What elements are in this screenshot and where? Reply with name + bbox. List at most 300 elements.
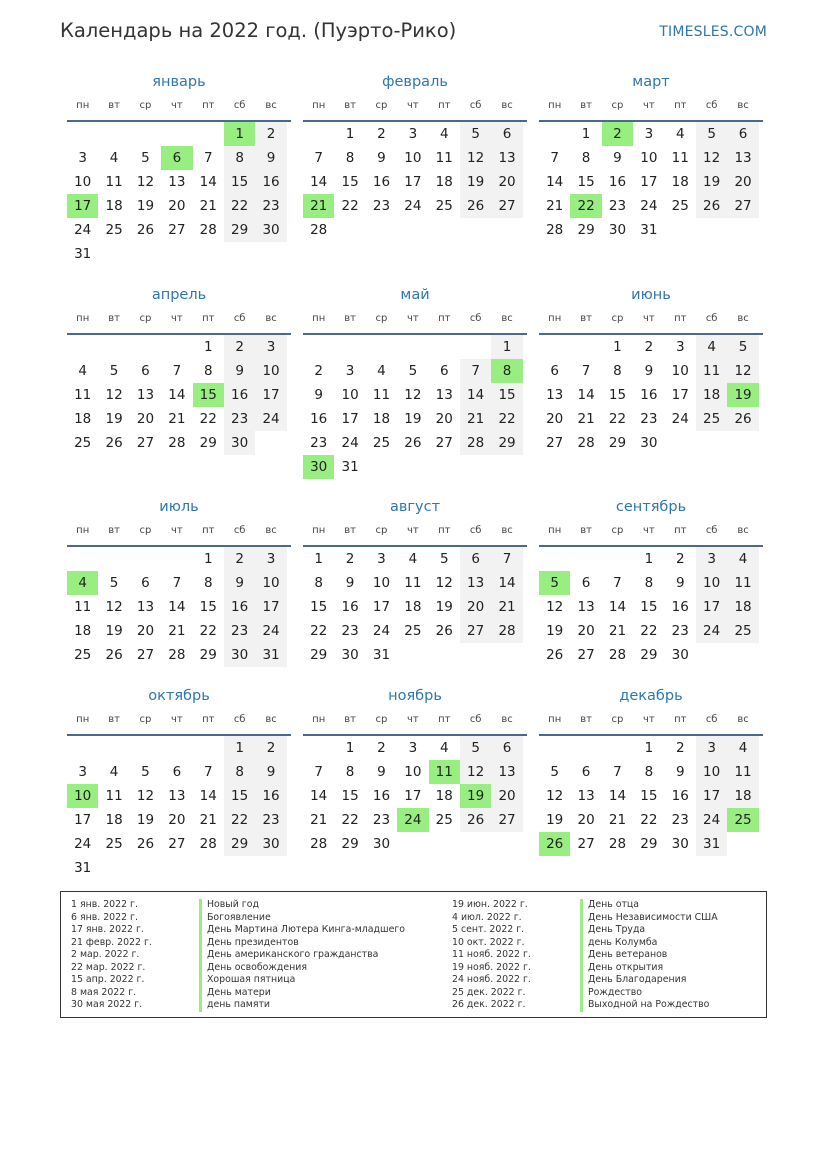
day-cell: 10 <box>255 571 286 595</box>
day-cell: 22 <box>341 812 359 828</box>
weekday-label: чт <box>171 100 183 111</box>
day-cell: 28 <box>460 431 491 455</box>
day-cell: 10 <box>404 764 422 780</box>
holiday-name: День матери <box>199 987 271 1000</box>
weekday-label: пн <box>76 714 90 725</box>
day-cell: 9 <box>224 359 255 383</box>
day-cell: 9 <box>377 764 386 780</box>
weekday-label: ср <box>611 525 624 536</box>
day-cell: 11 <box>696 359 727 383</box>
day-cell: 7 <box>460 359 491 383</box>
day-cell: 8 <box>345 764 355 780</box>
day-cell: 8 <box>644 575 654 591</box>
day-cell: 30 <box>341 647 359 663</box>
day-cell: 19 <box>435 599 453 615</box>
day-cell: 15 <box>341 174 359 190</box>
holiday-day-cell: 10 <box>67 784 98 808</box>
day-cell: 4 <box>109 150 119 166</box>
month-name: январь <box>152 74 206 90</box>
day-cell: 19 <box>546 812 564 828</box>
holiday-entry <box>452 912 718 925</box>
days-grid <box>67 736 291 880</box>
weekday-label: сб <box>233 525 246 536</box>
holiday-day-cell: 17 <box>67 194 98 218</box>
day-cell: 10 <box>404 150 422 166</box>
day-cell: 20 <box>491 784 522 808</box>
day-cell: 8 <box>203 575 213 591</box>
empty-cell <box>303 736 334 760</box>
weekday-header <box>303 94 527 122</box>
weekday-label: вт <box>344 100 356 111</box>
holiday-date: 19 июн. 2022 г. <box>452 899 528 910</box>
weekday-label: сб <box>233 714 246 725</box>
day-cell: 20 <box>577 812 595 828</box>
weekday-label: вс <box>501 714 513 725</box>
day-cell: 7 <box>314 764 323 780</box>
day-cell: 22 <box>491 407 522 431</box>
weekday-label: ср <box>139 313 152 324</box>
weekday-header <box>303 708 527 736</box>
weekday-label: вт <box>108 525 120 536</box>
day-cell: 21 <box>608 812 627 828</box>
day-cell: 24 <box>404 198 422 214</box>
day-cell: 26 <box>105 435 123 451</box>
weekday-label: пн <box>548 313 562 324</box>
empty-cell <box>98 335 129 359</box>
holiday-entry <box>71 912 405 925</box>
day-cell: 2 <box>224 335 255 359</box>
weekday-label: вс <box>501 100 513 111</box>
weekday-label: чт <box>407 525 419 536</box>
weekday-label: пн <box>76 100 90 111</box>
day-cell: 21 <box>546 198 564 214</box>
day-cell: 2 <box>314 363 323 379</box>
day-cell: 30 <box>372 836 391 852</box>
day-cell: 7 <box>491 547 522 571</box>
weekday-label: вт <box>580 525 592 536</box>
day-cell: 15 <box>310 599 328 615</box>
day-cell: 3 <box>345 363 355 379</box>
day-cell: 23 <box>255 194 286 218</box>
day-cell: 30 <box>608 222 627 238</box>
weekday-label: вс <box>265 100 277 111</box>
empty-cell <box>397 335 428 359</box>
month-12 <box>539 684 763 856</box>
day-cell: 12 <box>404 387 422 403</box>
weekday-label: сб <box>705 714 718 725</box>
day-cell: 13 <box>727 146 758 170</box>
day-cell: 25 <box>696 407 727 431</box>
days-grid <box>67 547 291 667</box>
empty-cell <box>539 122 570 146</box>
weekday-label: вт <box>580 313 592 324</box>
days-grid <box>303 335 527 479</box>
holiday-name: День Независимости США <box>580 912 718 925</box>
day-cell: 21 <box>168 623 186 639</box>
day-cell: 13 <box>491 760 522 784</box>
weekday-label: чт <box>171 714 183 725</box>
day-cell: 1 <box>613 339 622 355</box>
day-cell: 22 <box>310 623 328 639</box>
weekday-label: сб <box>233 100 246 111</box>
month-name: май <box>400 287 430 303</box>
holiday-day-cell: 4 <box>67 571 98 595</box>
day-cell: 17 <box>640 174 658 190</box>
day-cell: 27 <box>546 435 564 451</box>
day-cell: 22 <box>224 194 255 218</box>
month-name: апрель <box>151 287 207 303</box>
day-cell: 25 <box>74 435 92 451</box>
day-cell: 4 <box>109 764 119 780</box>
day-cell: 3 <box>78 764 87 780</box>
day-cell: 16 <box>640 387 658 403</box>
day-cell: 4 <box>408 551 418 567</box>
day-cell: 28 <box>199 836 217 852</box>
holiday-day-cell: 19 <box>460 784 491 808</box>
holiday-entry <box>452 924 718 937</box>
empty-cell <box>193 736 224 760</box>
weekday-label: сб <box>233 313 246 324</box>
day-cell: 4 <box>727 547 758 571</box>
day-cell: 1 <box>203 339 213 355</box>
day-cell: 18 <box>105 198 123 214</box>
day-cell: 19 <box>136 198 155 214</box>
weekday-label: пт <box>674 313 687 324</box>
day-cell: 3 <box>696 736 727 760</box>
day-cell: 23 <box>372 812 391 828</box>
day-cell: 8 <box>644 764 654 780</box>
days-grid <box>67 122 291 266</box>
weekday-label: ср <box>139 100 152 111</box>
day-cell: 2 <box>224 547 255 571</box>
day-cell: 17 <box>372 599 391 615</box>
day-cell: 7 <box>550 150 559 166</box>
day-cell: 2 <box>255 736 286 760</box>
day-cell: 11 <box>404 575 422 591</box>
day-cell: 26 <box>727 407 758 431</box>
holiday-entry <box>71 924 405 937</box>
day-cell: 12 <box>727 359 758 383</box>
day-cell: 18 <box>372 411 391 427</box>
day-cell: 13 <box>577 599 595 615</box>
weekday-label: ср <box>611 714 624 725</box>
empty-cell <box>130 335 161 359</box>
brand-logo[interactable]: TIMESLES.COM <box>659 24 767 40</box>
holiday-date: 24 нояб. 2022 г. <box>452 974 531 985</box>
day-cell: 14 <box>608 788 627 804</box>
day-cell: 19 <box>460 170 491 194</box>
weekday-header <box>539 94 763 122</box>
day-cell: 29 <box>640 647 658 663</box>
day-cell: 8 <box>581 150 591 166</box>
day-cell: 31 <box>74 246 92 262</box>
holiday-date: 15 апр. 2022 г. <box>71 974 145 985</box>
day-cell: 16 <box>372 174 391 190</box>
day-cell: 31 <box>341 459 359 475</box>
day-cell: 20 <box>546 411 564 427</box>
holiday-list <box>60 891 767 1018</box>
day-cell: 15 <box>491 383 522 407</box>
day-cell: 3 <box>78 150 87 166</box>
weekday-label: пн <box>312 525 326 536</box>
day-cell: 7 <box>613 575 622 591</box>
weekday-label: чт <box>643 525 655 536</box>
day-cell: 27 <box>136 435 155 451</box>
day-cell: 10 <box>74 174 92 190</box>
day-cell: 28 <box>310 836 328 852</box>
weekday-label: ср <box>375 100 388 111</box>
holiday-date: 8 мая 2022 г. <box>71 986 137 998</box>
day-cell: 2 <box>644 339 654 355</box>
day-cell: 30 <box>224 431 255 455</box>
day-cell: 27 <box>727 194 758 218</box>
day-cell: 1 <box>224 736 255 760</box>
day-cell: 13 <box>460 571 491 595</box>
empty-cell <box>602 547 633 571</box>
weekday-label: пт <box>674 525 687 536</box>
day-cell: 29 <box>491 431 522 455</box>
holiday-name: День освобождения <box>199 962 307 975</box>
empty-cell <box>98 736 129 760</box>
empty-cell <box>570 736 601 760</box>
weekday-label: чт <box>643 100 655 111</box>
weekday-label: пн <box>548 525 562 536</box>
day-cell: 18 <box>74 411 92 427</box>
holiday-list-right <box>452 899 718 1012</box>
day-cell: 5 <box>460 736 491 760</box>
day-cell: 2 <box>255 122 286 146</box>
holiday-date: 6 янв. 2022 г. <box>71 911 138 923</box>
day-cell: 20 <box>136 623 155 639</box>
day-cell: 3 <box>408 740 418 756</box>
day-cell: 31 <box>372 647 391 663</box>
day-cell: 23 <box>310 435 328 451</box>
weekday-label: ср <box>375 525 388 536</box>
holiday-entry <box>452 949 718 962</box>
day-cell: 8 <box>613 363 622 379</box>
holiday-day-cell: 26 <box>539 832 570 856</box>
weekday-label: ср <box>375 313 388 324</box>
holiday-name: Новый год <box>199 899 259 912</box>
weekday-label: вт <box>108 714 120 725</box>
day-cell: 14 <box>546 174 564 190</box>
day-cell: 23 <box>671 812 689 828</box>
day-cell: 31 <box>696 832 727 856</box>
weekday-label: пн <box>548 714 562 725</box>
day-cell: 3 <box>675 339 685 355</box>
weekday-label: сб <box>705 525 718 536</box>
day-cell: 6 <box>491 122 522 146</box>
weekday-header <box>67 519 291 547</box>
holiday-date: 30 мая 2022 г. <box>71 999 143 1010</box>
days-grid <box>539 736 763 856</box>
weekday-label: вт <box>344 525 356 536</box>
day-cell: 21 <box>199 812 217 828</box>
day-cell: 8 <box>314 575 323 591</box>
day-cell: 5 <box>109 575 119 591</box>
day-cell: 30 <box>640 435 658 451</box>
day-cell: 6 <box>491 736 522 760</box>
day-cell: 16 <box>372 788 391 804</box>
day-cell: 6 <box>581 575 591 591</box>
day-cell: 18 <box>105 812 123 828</box>
day-cell: 5 <box>141 764 150 780</box>
weekday-label: вс <box>265 525 277 536</box>
holiday-date: 1 янв. 2022 г. <box>71 899 138 910</box>
day-cell: 10 <box>255 359 286 383</box>
day-cell: 25 <box>404 623 422 639</box>
holiday-day-cell: 25 <box>727 808 758 832</box>
month-name: март <box>632 74 670 90</box>
day-cell: 29 <box>310 647 328 663</box>
day-cell: 22 <box>224 808 255 832</box>
holiday-entry <box>71 937 405 950</box>
holiday-entry <box>71 949 405 962</box>
day-cell: 18 <box>727 595 758 619</box>
day-cell: 3 <box>377 551 386 567</box>
day-cell: 27 <box>577 647 595 663</box>
weekday-label: пт <box>438 313 451 324</box>
day-cell: 28 <box>577 435 595 451</box>
day-cell: 17 <box>696 595 727 619</box>
holiday-date: 4 июл. 2022 г. <box>452 911 522 923</box>
month-6 <box>539 283 763 455</box>
day-cell: 31 <box>74 860 92 876</box>
weekday-label: сб <box>705 313 718 324</box>
day-cell: 12 <box>105 599 123 615</box>
day-cell: 28 <box>491 619 522 643</box>
day-cell: 15 <box>608 387 627 403</box>
day-cell: 17 <box>696 784 727 808</box>
month-4 <box>67 283 291 455</box>
empty-cell <box>334 335 365 359</box>
day-cell: 5 <box>439 551 449 567</box>
day-cell: 14 <box>168 599 186 615</box>
day-cell: 16 <box>255 170 286 194</box>
empty-cell <box>570 547 601 571</box>
day-cell: 12 <box>460 146 491 170</box>
day-cell: 16 <box>671 599 689 615</box>
day-cell: 27 <box>136 647 155 663</box>
day-cell: 24 <box>255 407 286 431</box>
day-cell: 10 <box>671 363 689 379</box>
empty-cell <box>602 736 633 760</box>
day-cell: 12 <box>546 788 564 804</box>
day-cell: 5 <box>109 363 119 379</box>
day-cell: 10 <box>341 387 359 403</box>
empty-cell <box>67 547 98 571</box>
months-grid <box>67 70 763 880</box>
day-cell: 21 <box>460 407 491 431</box>
day-cell: 22 <box>640 623 658 639</box>
weekday-label: вт <box>344 313 356 324</box>
holiday-name: Выходной на Рождество <box>580 999 709 1012</box>
holiday-date: 25 дек. 2022 г. <box>452 986 526 998</box>
day-cell: 2 <box>345 551 355 567</box>
day-cell: 24 <box>696 619 727 643</box>
weekday-label: вс <box>265 313 277 324</box>
holiday-name: день Колумба <box>580 937 657 950</box>
day-cell: 4 <box>78 363 87 379</box>
holiday-entry <box>71 899 405 912</box>
holiday-name: день памяти <box>199 999 270 1012</box>
day-cell: 20 <box>727 170 758 194</box>
day-cell: 29 <box>199 647 217 663</box>
days-grid <box>303 122 527 242</box>
holiday-date: 26 дек. 2022 г. <box>452 999 526 1010</box>
day-cell: 2 <box>675 740 685 756</box>
day-cell: 28 <box>608 647 627 663</box>
day-cell: 5 <box>727 335 758 359</box>
month-11 <box>303 684 527 856</box>
weekday-label: ср <box>611 313 624 324</box>
day-cell: 25 <box>105 836 123 852</box>
holiday-day-cell: 2 <box>602 122 633 146</box>
day-cell: 4 <box>377 363 386 379</box>
day-cell: 8 <box>203 363 213 379</box>
day-cell: 20 <box>460 595 491 619</box>
day-cell: 10 <box>372 575 391 591</box>
day-cell: 30 <box>224 643 255 667</box>
day-cell: 18 <box>696 383 727 407</box>
day-cell: 10 <box>696 571 727 595</box>
day-cell: 23 <box>671 623 689 639</box>
holiday-day-cell: 30 <box>303 455 334 479</box>
holiday-day-cell: 6 <box>161 146 192 170</box>
day-cell: 7 <box>581 363 591 379</box>
holiday-name: День Благодарения <box>580 974 686 987</box>
weekday-label: чт <box>407 100 419 111</box>
month-7 <box>67 495 291 667</box>
weekday-label: сб <box>469 525 482 536</box>
weekday-header <box>539 708 763 736</box>
holiday-day-cell: 5 <box>539 571 570 595</box>
day-cell: 29 <box>224 218 255 242</box>
weekday-header <box>67 307 291 335</box>
day-cell: 2 <box>377 740 386 756</box>
day-cell: 18 <box>435 174 453 190</box>
weekday-label: чт <box>171 313 183 324</box>
day-cell: 6 <box>727 122 758 146</box>
day-cell: 27 <box>491 808 522 832</box>
empty-cell <box>67 122 98 146</box>
day-cell: 16 <box>671 788 689 804</box>
day-cell: 21 <box>608 623 627 639</box>
day-cell: 25 <box>372 435 391 451</box>
empty-cell <box>130 122 161 146</box>
weekday-header <box>303 307 527 335</box>
day-cell: 14 <box>608 599 627 615</box>
day-cell: 24 <box>640 198 658 214</box>
day-cell: 22 <box>608 411 627 427</box>
day-cell: 28 <box>608 836 627 852</box>
day-cell: 31 <box>640 222 658 238</box>
day-cell: 28 <box>310 222 328 238</box>
day-cell: 11 <box>105 174 123 190</box>
day-cell: 3 <box>644 126 654 142</box>
day-cell: 3 <box>255 547 286 571</box>
day-cell: 27 <box>577 836 595 852</box>
weekday-header <box>67 708 291 736</box>
empty-cell <box>460 335 491 359</box>
day-cell: 20 <box>136 411 155 427</box>
day-cell: 14 <box>310 174 328 190</box>
holiday-date: 5 сент. 2022 г. <box>452 924 525 935</box>
empty-cell <box>67 736 98 760</box>
day-cell: 14 <box>491 571 522 595</box>
day-cell: 13 <box>136 599 155 615</box>
day-cell: 19 <box>105 411 123 427</box>
